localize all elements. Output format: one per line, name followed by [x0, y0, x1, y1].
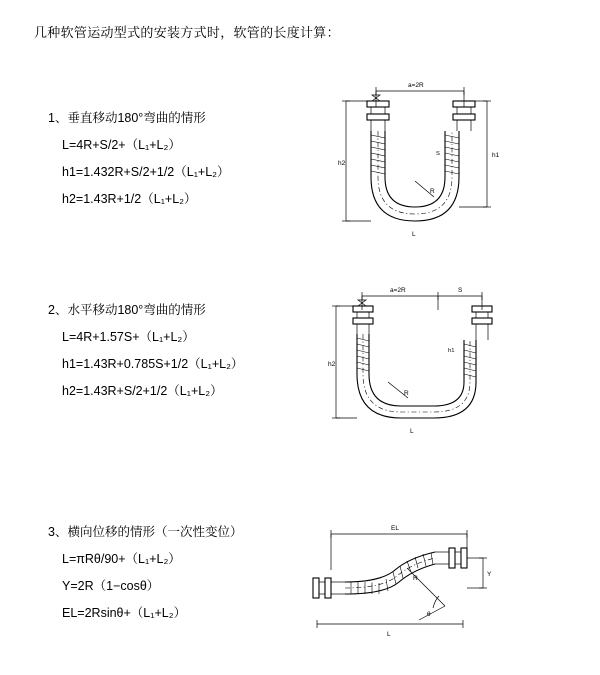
- section-3-formula-3: EL=2Rsinθ+（L₁+L₂）: [62, 606, 187, 620]
- figure-2: [316, 278, 506, 453]
- section-1-formula-1: L=4R+S/2+（L₁+L₂）: [62, 138, 181, 152]
- section-3-formula-2: Y=2R（1−cosθ）: [62, 579, 160, 593]
- figure-1-right-dim: h1: [492, 152, 500, 159]
- section-1-text: [48, 108, 308, 216]
- section-3-formula-1: L=πRθ/90+（L₁+L₂）: [62, 552, 181, 566]
- figure-1-radius-label: R: [430, 188, 435, 195]
- figure-1-bottom-label: L: [412, 231, 416, 238]
- figure-2-side-label: h1: [448, 348, 455, 354]
- figure-3-top-dim: EL: [391, 525, 399, 532]
- figure-3-angle-label: θ: [427, 611, 431, 618]
- figure-3-bottom-label: L: [387, 631, 391, 638]
- figure-3-radius-label: R: [413, 575, 418, 582]
- figure-2-radius-label: R: [404, 390, 409, 397]
- figure-1-top-dim: a=2R: [408, 82, 424, 89]
- section-2-text: [48, 300, 308, 408]
- figure-1-side-label: S: [436, 151, 440, 157]
- figure-2-top-dim-right: S: [458, 287, 463, 294]
- page-title: 几种软管运动型式的安装方式时，软管的长度计算：: [34, 25, 340, 40]
- section-3-title: 3、横向位移的情形（一次性变位）: [48, 525, 243, 539]
- section-3-text: [48, 522, 308, 630]
- section-1-title: 1、垂直移动180°弯曲的情形: [48, 111, 206, 125]
- section-1-formula-3: h2=1.43R+1/2（L₁+L₂）: [62, 192, 197, 206]
- section-1-formula-2: h1=1.432R+S/2+1/2（L₁+L₂）: [62, 165, 230, 179]
- figure-3: [295, 512, 510, 652]
- section-2-formula-3: h2=1.43R+S/2+1/2（L₁+L₂）: [62, 384, 223, 398]
- figure-2-top-dim-left: a=2R: [390, 287, 406, 294]
- figure-2-bottom-label: L: [410, 428, 414, 435]
- section-2-title: 2、水平移动180°弯曲的情形: [48, 303, 206, 317]
- figure-1: [316, 73, 506, 263]
- figure-3-right-dim: Y: [487, 571, 492, 578]
- figure-2-left-dim: h2: [328, 361, 336, 368]
- section-2-formula-1: L=4R+1.57S+（L₁+L₂）: [62, 330, 195, 344]
- figure-1-left-dim: h2: [338, 160, 346, 167]
- section-2-formula-2: h1=1.43R+0.785S+1/2（L₁+L₂）: [62, 357, 244, 371]
